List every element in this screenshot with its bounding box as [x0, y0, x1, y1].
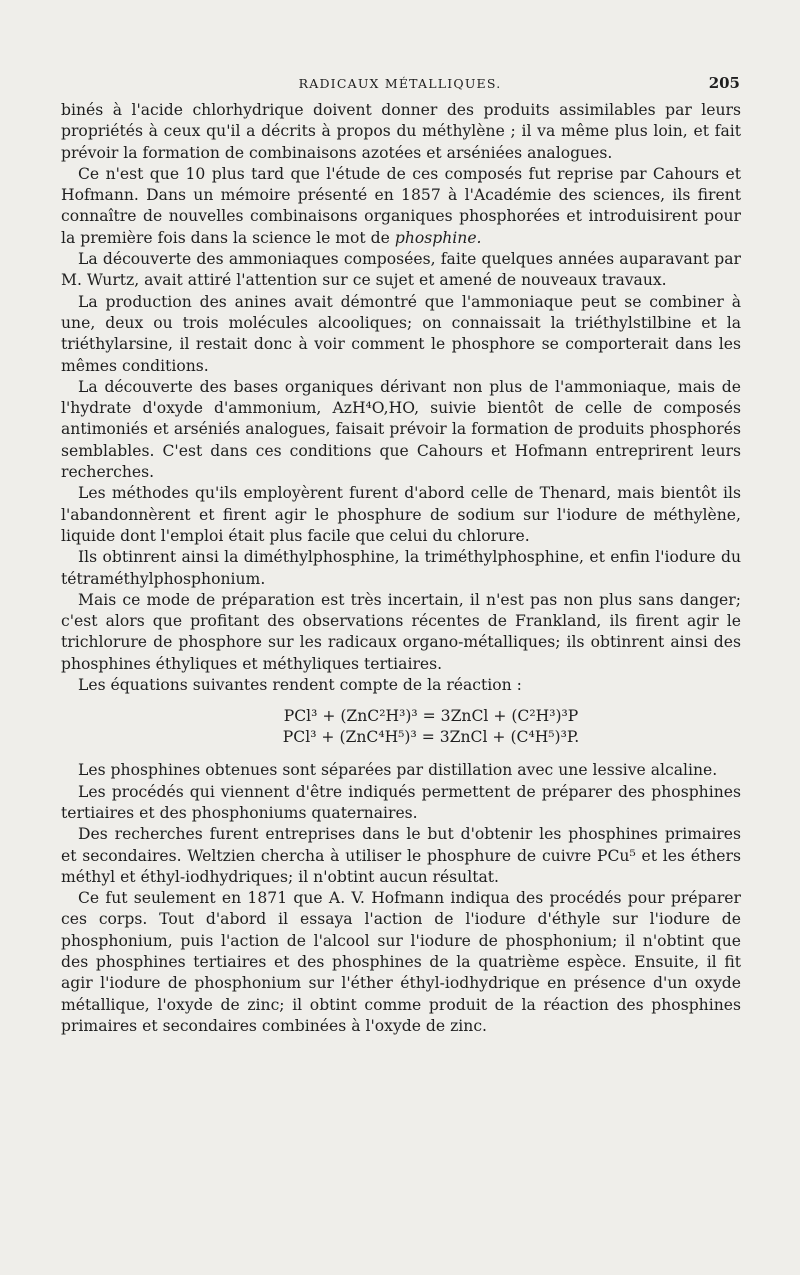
paragraph: La production des anines avait démontré que l'ammoniaque peut se combiner à une, deux ou trois molécules alcooliques; on connaissait la triéthylstilbine et la triéthylarsine, il restait donc à voir comment le phosphore se comporterait dans les mêmes conditions.: [61, 292, 741, 375]
paragraph: Les phosphines obtenues sont séparées par distillation avec une lessive alcaline.: [78, 761, 718, 780]
paragraph-text: Ce n'est que 10 plus tard que l'étude de ces composés fut reprise par Cahours et Hofmann. Dans un mémoire présenté en 1857 à l'Académie des sciences, ils firent connaître de nouvelles combinaisons organiques phosphorées et introduisirent pour la première fois dans la science le mot de: [61, 164, 741, 247]
paragraph: Ce fut seulement en 1871 que A. V. Hofmann indiqua des procédés pour préparer ces corps. Tout d'abord il essaya l'action de l'iodure d'éthyle sur l'iodure de phosphonium, puis l'action de l'alcool sur l'iodure de phosphonium; il n'obtint que des phosphines tertiaires et des phosphines de la quatrième espèce. Ensuite, il fit agir l'iodure de phosphonium sur l'éther éthyl-iodhydrique en présence d'un oxyde métallique, l'oxyde de zinc; il obtint comme produit de la réaction des phosphines primaires et secondaires combinées à l'oxyde de zinc.: [61, 889, 741, 1035]
italic-term: phosphine.: [394, 228, 482, 247]
equations-block: [61, 706, 741, 748]
paragraph: Mais ce mode de préparation est très incertain, il n'est pas non plus sans danger; c'est alors que profitant des observations récentes de Frankland, ils firent agir le trichlorure de phosphore sur les radicaux organo-métalliques; ils obtinrent ainsi des phosphines éthyliques et méthyliques tertiaires.: [61, 590, 741, 673]
paragraph: La découverte des ammoniaques composées, faite quelques années auparavant par M. Wurtz, avait attiré l'attention sur ce sujet et amené de nouveaux travaux.: [61, 250, 741, 290]
paragraph: Les équations suivantes rendent compte de la réaction :: [78, 676, 522, 695]
paragraph: Ils obtinrent ainsi la diméthylphosphine, la triméthylphosphine, et enfin l'iodure du tétraméthylphosphonium.: [61, 548, 741, 588]
page-header: [60, 74, 740, 94]
running-title: RADICAUX MÉTALLIQUES.: [298, 76, 502, 91]
paragraph: La découverte des bases organiques dérivant non plus de l'ammoniaque, mais de l'hydrate d'oxyde d'ammonium, AzH⁴O,HO, suivie bientôt de celle de composés antimoniés et arséniés analogues, faisait prévoir la formation de produits phosphorés semblables. C'est dans ces conditions que Cahours et Hofmann entreprirent leurs recherches.: [61, 377, 741, 482]
body-text: [61, 100, 741, 1037]
paragraph: Des recherches furent entreprises dans le but d'obtenir les phosphines primaires et secondaires. Weltzien chercha à utiliser le phosphure de cuivre PCu⁵ et les éthers méthyl et éthyl-iodhydriques; il n'obtint aucun résultat.: [61, 825, 741, 886]
paragraph-continuation: binés à l'acide chlorhydrique doivent donner des produits assimilables par leurs propriétés à ceux qu'il a décrits à propos du méthylène ; il va même plus loin, et fait prévoir la formation de combinaisons azotées et arséniées analogues.: [61, 101, 741, 162]
page-number: 205: [708, 74, 740, 92]
paragraph: Les procédés qui viennent d'être indiqués permettent de préparer des phosphines tertiaires et des phosphoniums quaternaires.: [61, 782, 741, 822]
paragraph: [61, 164, 741, 249]
equation: PCl³ + (ZnC⁴H⁵)³ = 3ZnCl + (C⁴H⁵)³P.: [282, 728, 580, 747]
paragraph: Les méthodes qu'ils employèrent furent d'abord celle de Thenard, mais bientôt ils l'abandonnèrent et firent agir le phosphure de sodium sur l'iodure de méthylène, liquide dont l'emploi était plus facile que celui du chlorure.: [61, 484, 741, 545]
equation: PCl³ + (ZnC²H³)³ = 3ZnCl + (C²H³)³P: [283, 707, 579, 726]
